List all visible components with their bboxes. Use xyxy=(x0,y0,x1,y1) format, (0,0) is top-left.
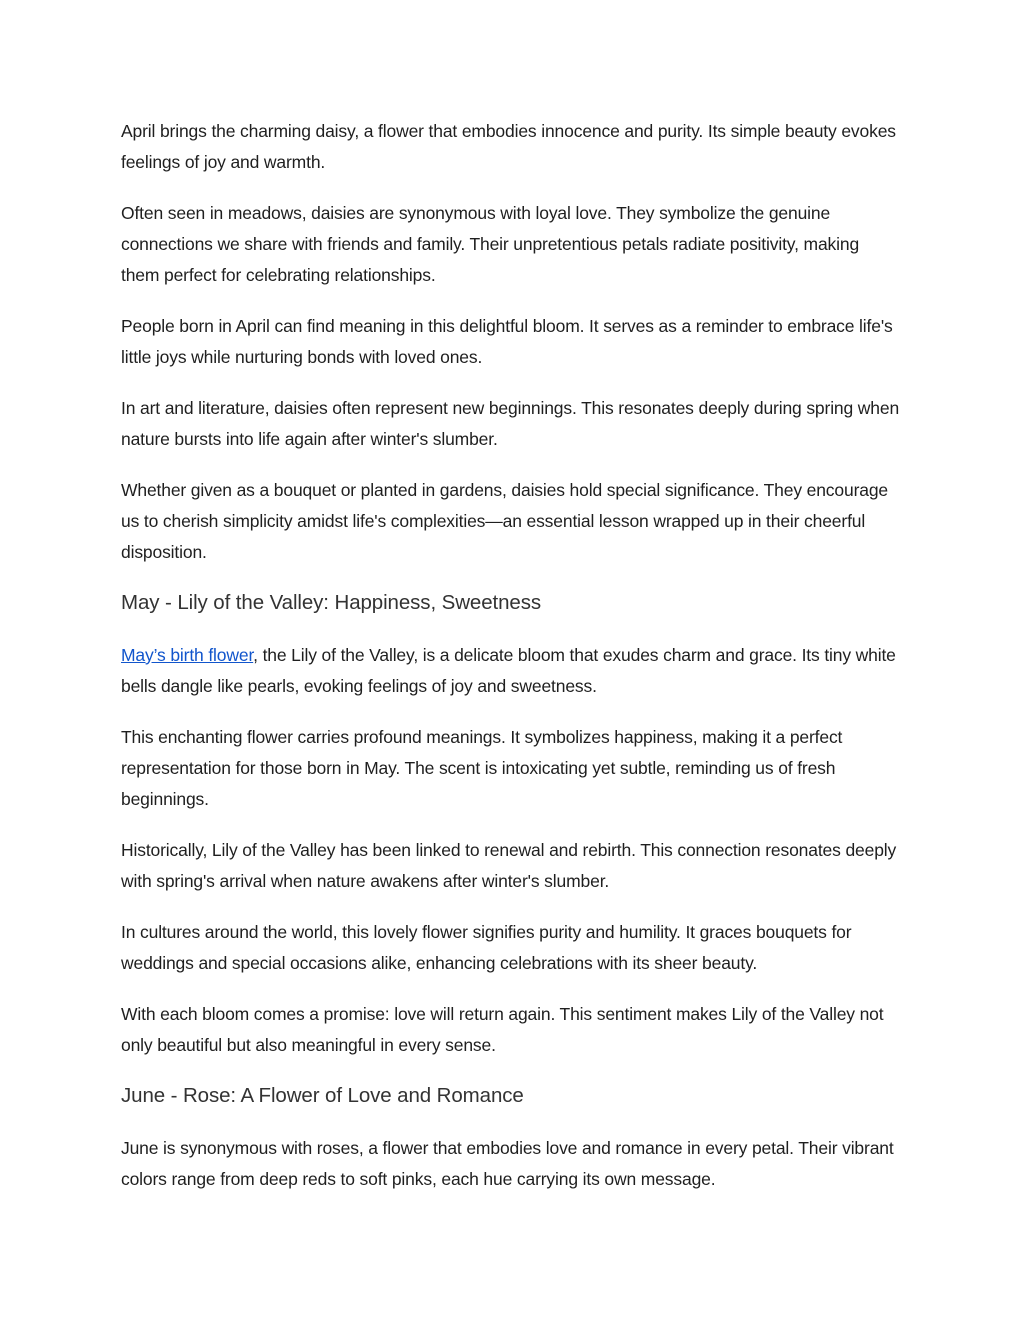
april-paragraph-1: April brings the charming daisy, a flower that embodies innocence and purity. Its simple beauty evokes feelings of joy and warmth. xyxy=(121,121,896,172)
june-heading: June - Rose: A Flower of Love and Romance xyxy=(121,1084,524,1107)
april-paragraph-2: Often seen in meadows, daisies are synonymous with loyal love. They symbolize the genuine connections we share with friends and family. Their unpretentious petals radiate positivity, making them perfect for celebrating relationships. xyxy=(121,203,860,285)
article-body xyxy=(121,116,901,1215)
may-intro-text: , the Lily of the Valley, is a delicate bloom that exudes charm and grace. Its tiny white bells dangle like pearls, evoking feelings of joy and sweetness. xyxy=(121,645,896,696)
june-paragraph-1: June is synonymous with roses, a flower that embodies love and romance in every petal. Their vibrant colors range from deep reds to soft pinks, each hue carrying its own message. xyxy=(121,1138,894,1189)
may-heading: May - Lily of the Valley: Happiness, Sweetness xyxy=(121,591,542,614)
may-intro-paragraph xyxy=(121,640,901,702)
april-paragraph-4: In art and literature, daisies often represent new beginnings. This resonates deeply during spring when nature bursts into life again after winter's slumber. xyxy=(121,398,900,449)
may-paragraph-3: Historically, Lily of the Valley has been linked to renewal and rebirth. This connection resonates deeply with spring's arrival when nature awakens after winter's slumber. xyxy=(121,840,897,891)
april-paragraph-3: People born in April can find meaning in this delightful bloom. It serves as a reminder to embrace life's little joys while nurturing bonds with loved ones. xyxy=(121,316,893,367)
may-paragraph-5: With each bloom comes a promise: love will return again. This sentiment makes Lily of the Valley not only beautiful but also meaningful in every sense. xyxy=(121,1004,884,1055)
may-birth-flower-link[interactable]: May’s birth flower xyxy=(121,645,254,665)
may-paragraph-4: In cultures around the world, this lovely flower signifies purity and humility. It graces bouquets for weddings and special occasions alike, enhancing celebrations with its sheer beauty. xyxy=(121,922,852,973)
april-paragraph-5: Whether given as a bouquet or planted in gardens, daisies hold special significance. They encourage us to cherish simplicity amidst life's complexities—an essential lesson wrapped up in their cheerful disposition. xyxy=(121,480,888,562)
may-paragraph-2: This enchanting flower carries profound meanings. It symbolizes happiness, making it a perfect representation for those born in May. The scent is intoxicating yet subtle, reminding us of fresh beginnings. xyxy=(121,727,843,809)
